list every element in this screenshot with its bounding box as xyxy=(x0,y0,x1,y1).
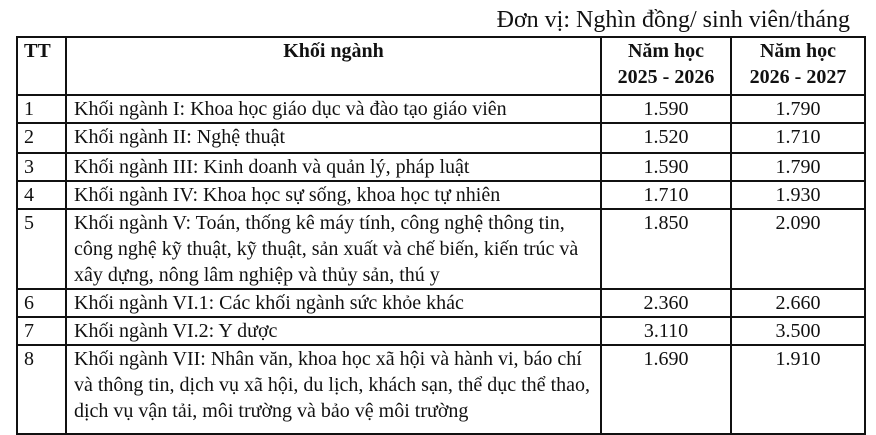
row-field-name: Khối ngành IV: Khoa học sự sống, khoa học tự nhiên xyxy=(66,181,601,209)
row-fee-2026: 2.660 xyxy=(731,289,865,317)
row-fee-2025: 1.690 xyxy=(601,345,731,434)
row-fee-2026: 1.910 xyxy=(731,345,865,434)
row-fee-2026: 1.710 xyxy=(731,123,865,153)
header-year-2025-range: 2025 - 2026 xyxy=(617,66,715,88)
row-fee-2025: 1.710 xyxy=(601,181,731,209)
row-field-name: Khối ngành VI.1: Các khối ngành sức khỏe khác xyxy=(66,289,601,317)
table-row xyxy=(17,123,865,153)
row-field-name: Khối ngành V: Toán, thống kê máy tính, công nghệ thông tin, công nghệ kỹ thuật, kỹ thuật, sản xuất và chế biến, kiến trúc và xây dựng, nông lâm nghiệp và thủy sản, thú y xyxy=(66,209,601,289)
tuition-table xyxy=(16,36,866,435)
row-field-name: Khối ngành III: Kinh doanh và quản lý, pháp luật xyxy=(66,153,601,181)
header-year-2025 xyxy=(601,37,731,95)
header-year-2026 xyxy=(731,37,865,95)
row-field-name: Khối ngành VI.2: Y dược xyxy=(66,317,601,345)
unit-note: Đơn vị: Nghìn đồng/ sinh viên/tháng xyxy=(496,7,850,33)
header-year-2026-range: 2026 - 2027 xyxy=(749,66,847,88)
row-tt: 4 xyxy=(17,181,66,209)
row-fee-2026: 1.930 xyxy=(731,181,865,209)
row-tt: 5 xyxy=(17,209,66,289)
header-year-2025-label: Năm học xyxy=(627,40,705,62)
table-row xyxy=(17,317,865,345)
row-fee-2026: 1.790 xyxy=(731,153,865,181)
row-fee-2026: 2.090 xyxy=(731,209,865,289)
row-tt: 2 xyxy=(17,123,66,153)
row-fee-2025: 1.520 xyxy=(601,123,731,153)
header-row xyxy=(17,37,865,95)
row-tt: 7 xyxy=(17,317,66,345)
row-tt: 1 xyxy=(17,95,66,123)
row-fee-2026: 1.790 xyxy=(731,95,865,123)
row-tt: 6 xyxy=(17,289,66,317)
table-row xyxy=(17,345,865,434)
table-row xyxy=(17,153,865,181)
row-fee-2025: 3.110 xyxy=(601,317,731,345)
row-fee-2025: 1.590 xyxy=(601,95,731,123)
header-tt: TT xyxy=(17,37,66,95)
row-field-name: Khối ngành VII: Nhân văn, khoa học xã hội và hành vi, báo chí và thông tin, dịch vụ xã hội, du lịch, khách sạn, thể dục thể thao, dịch vụ vận tải, môi trường và bảo vệ môi trường xyxy=(66,345,601,434)
row-field-name: Khối ngành I: Khoa học giáo dục và đào tạo giáo viên xyxy=(66,95,601,123)
table-row xyxy=(17,95,865,123)
header-year-2026-label: Năm học xyxy=(759,40,837,62)
table-row xyxy=(17,289,865,317)
header-field: Khối ngành xyxy=(66,37,601,95)
row-field-name: Khối ngành II: Nghệ thuật xyxy=(66,123,601,153)
table-row xyxy=(17,181,865,209)
row-fee-2025: 1.850 xyxy=(601,209,731,289)
row-tt: 8 xyxy=(17,345,66,434)
table-row xyxy=(17,209,865,289)
row-fee-2026: 3.500 xyxy=(731,317,865,345)
row-fee-2025: 2.360 xyxy=(601,289,731,317)
row-tt: 3 xyxy=(17,153,66,181)
row-fee-2025: 1.590 xyxy=(601,153,731,181)
